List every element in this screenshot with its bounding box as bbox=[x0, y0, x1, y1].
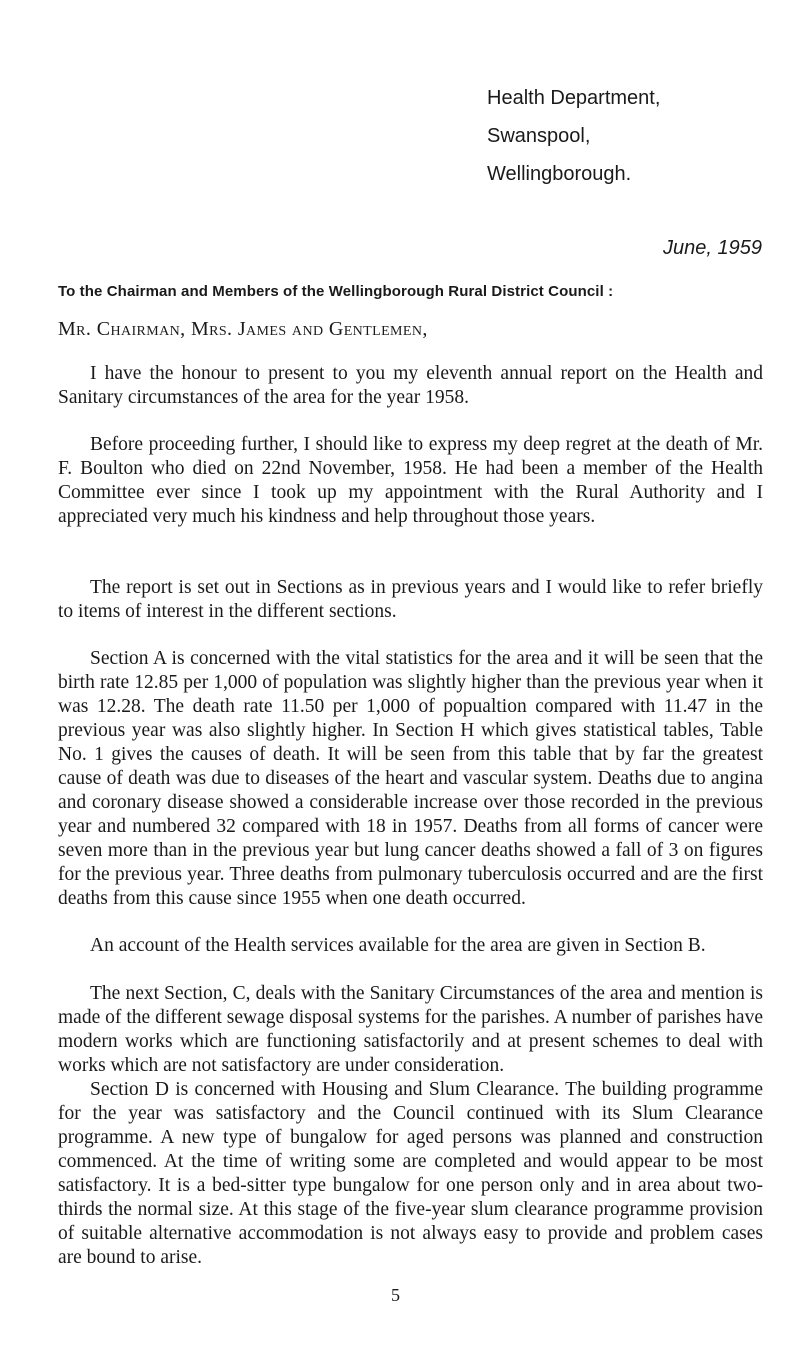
paragraph-6-block bbox=[58, 982, 763, 1078]
paragraph-5-block bbox=[58, 934, 763, 958]
paragraph-7-block bbox=[58, 1078, 763, 1270]
paragraph: Before proceeding further, I should like to express my deep regret at the death of Mr. F. Boulton who died on 22nd November, 1958. He had been a member of the Health Committee ever since I took up my appointment with the Rural Authority and I appreciated very much his kindness and help throughout those years. bbox=[58, 434, 763, 527]
paragraph: An account of the Health services available for the area are given in Section B. bbox=[90, 935, 706, 956]
address-line-town: Wellingborough. bbox=[487, 163, 632, 185]
addressee-line: To the Chairman and Members of the Wellingborough Rural District Council : bbox=[58, 283, 614, 300]
paragraph: The next Section, C, deals with the Sanitary Circumstances of the area and mention is made of the different sewage disposal systems for the parishes. A number of parishes have modern works which are functioning satisfactorily and at present schemes to deal with works which are not satisfactory are under consideration. bbox=[58, 983, 763, 1076]
address-line-department: Health Department, bbox=[487, 87, 661, 109]
greeting: Mr. Chairman, Mrs. James and Gentlemen, bbox=[58, 318, 428, 340]
paragraph: Section A is concerned with the vital statistics for the area and it will be seen that the birth rate 12.85 per 1,000 of population was slightly higher than the previous year when it was 12.28. The death rate 11.50 per 1,000 of popualtion compared with 11.47 in the previous year was also slightly higher. In Section H which gives statistical tables, Table No. 1 gives the causes of death. It will be seen from this table that by far the greatest cause of death was due to diseases of the heart and vascular system. Deaths due to angina and coronary disease showed a considerable increase over those recorded in the previous year and numbered 32 compared with 18 in 1957. Deaths from all forms of cancer were seven more than in the previous year but lung cancer deaths showed a fall of 3 on figures for the previous year. Three deaths from pulmonary tuberculosis occurred and are the first deaths from this cause since 1955 when one death occurred. bbox=[58, 648, 763, 909]
paragraph: Section D is concerned with Housing and Slum Clearance. The building programme for the year was satisfactory and the Council continued with its Slum Clearance programme. A new type of bungalow for aged persons was planned and construction commenced. At the time of writing some are completed and would appear to be most satisfactory. It is a bed-sitter type bungalow for one person only and in area about two-thirds the normal size. At this stage of the five-year slum clearance programme provision of suitable alternative accommodation is not always easy to provide and problem cases are bound to arise. bbox=[58, 1079, 763, 1268]
letter-date: June, 1959 bbox=[663, 237, 762, 259]
page-number: 5 bbox=[391, 1285, 400, 1305]
paragraph-3-block bbox=[58, 576, 763, 624]
paragraph: I have the honour to present to you my eleventh annual report on the Health and Sanitary circumstances of the area for the year 1958. bbox=[58, 363, 763, 408]
paragraph-1-block bbox=[58, 362, 763, 410]
paragraph-2-block bbox=[58, 433, 763, 529]
paragraph-4-block bbox=[58, 647, 763, 911]
paragraph: The report is set out in Sections as in previous years and I would like to refer briefly to items of interest in the different sections. bbox=[58, 577, 763, 622]
address-line-street: Swanspool, bbox=[487, 125, 591, 147]
letterhead-address bbox=[487, 87, 762, 259]
